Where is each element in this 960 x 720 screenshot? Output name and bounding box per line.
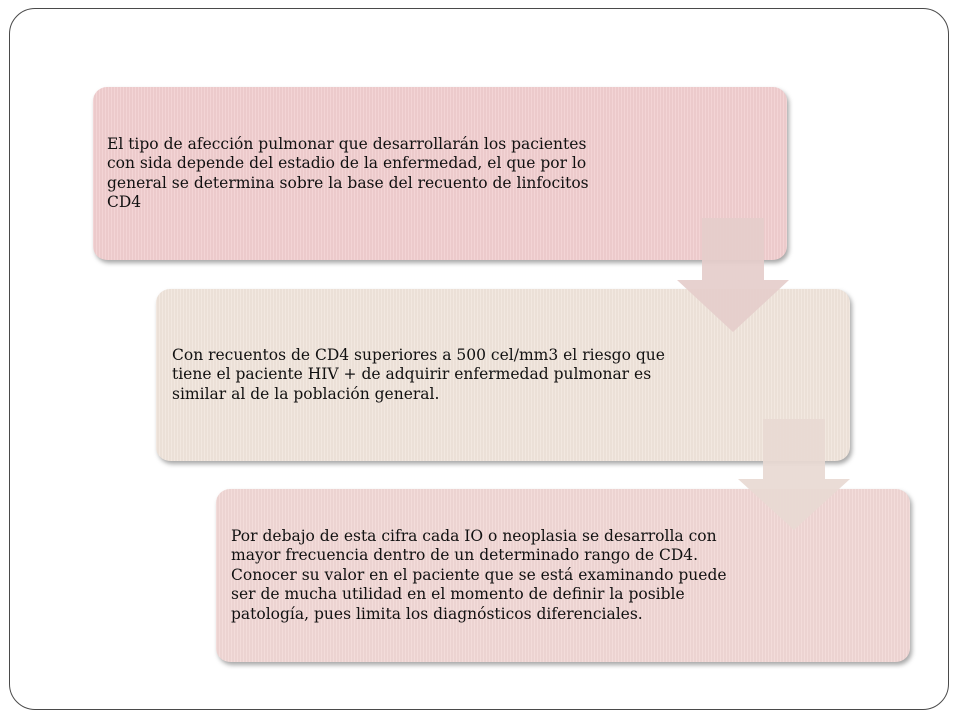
process-step-1-text: El tipo de afección pulmonar que desarrollarán los pacientes con sida depende del estadio de la enfermedad, el que por lo general se determina sobre la base del recuento de linfocitos CD4	[107, 134, 589, 211]
down-arrow-shape	[738, 419, 850, 530]
process-step-3-text: Por debajo de esta cifra cada IO o neoplasia se desarrolla con mayor frecuencia dentro de un determinado rango de CD4. Conocer su valor en el paciente que se está examinando puede ser de mucha utilidad en el momento de definir la posible patología, pues limita los diagnósticos diferenciales.	[231, 526, 727, 623]
process-step-2-text: Con recuentos de CD4 superiores a 500 cel/mm3 el riesgo que tiene el paciente HIV + de adquirir enfermedad pulmonar es similar al de la población general.	[172, 345, 665, 403]
down-arrow-icon	[677, 218, 789, 332]
down-arrow-icon	[738, 419, 850, 530]
down-arrow-shape	[677, 218, 789, 332]
